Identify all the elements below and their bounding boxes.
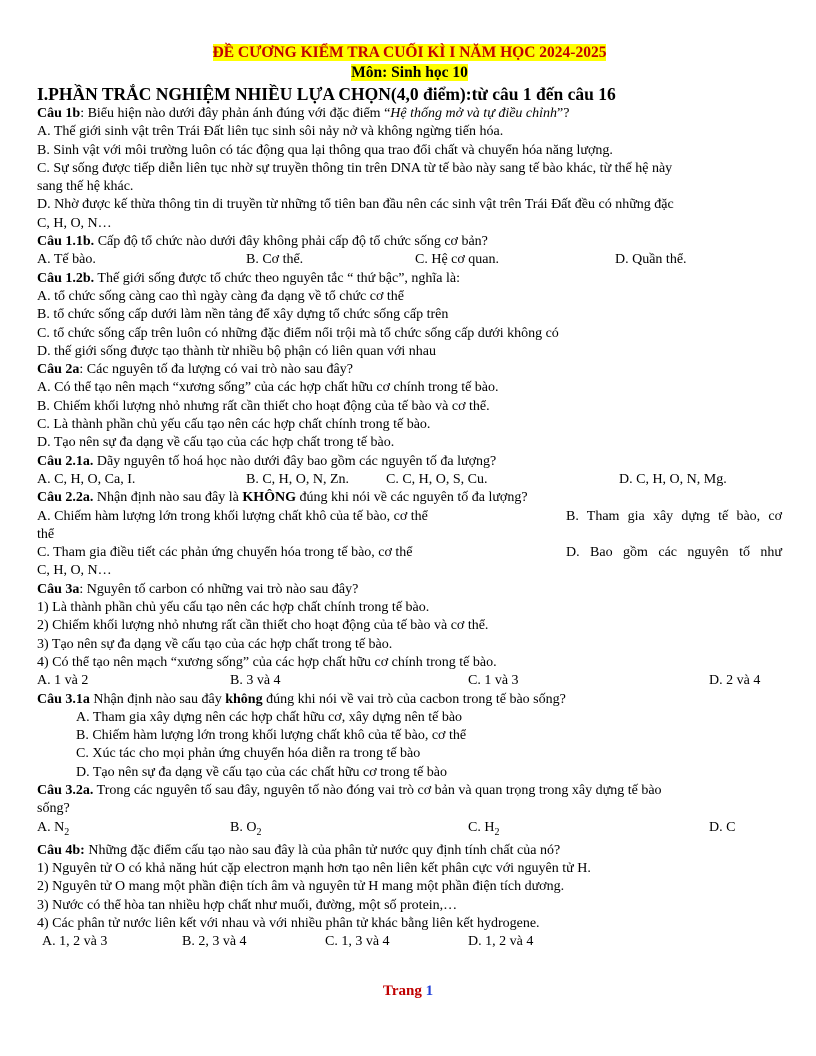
option-d: D. 2 và 4 bbox=[709, 673, 761, 689]
question-1b: Câu 1b: Biểu hiện nào dưới đây phản ánh đúng với đặc điểm “Hệ thống mở và tự điều chỉnh”? bbox=[37, 106, 570, 121]
option-b: B. $O_2$ bbox=[230, 819, 262, 838]
option-c: C. Tham gia điều tiết các phản ứng chuyển hóa trong tế bào, cơ thể bbox=[37, 545, 413, 561]
option-c: C. tổ chức sống cấp trên luôn có những đặc điểm nổi trội mà tổ chức sống cấp dưới không có bbox=[37, 325, 559, 341]
option-b: B. C, H, O, N, Zn. bbox=[246, 471, 350, 487]
statement-3: 3) Nước có thể hòa tan nhiều hợp chất như muối, đường, một số protein,… bbox=[37, 897, 458, 913]
statement-3: 3) Tạo nên sự đa dạng về cấu tạo của các hợp chất trong tế bào. bbox=[37, 636, 393, 652]
question-3a: Câu 3a: Nguyên tố carbon có những vai trò nào sau đây? bbox=[37, 581, 359, 597]
option-b: B. 3 và 4 bbox=[230, 673, 281, 689]
question-1-1b: Câu 1.1b. Cấp độ tổ chức nào dưới đây không phải cấp độ tổ chức sống cơ bản? bbox=[37, 234, 488, 250]
page-footer bbox=[0, 983, 816, 1000]
question-4b: Câu 4b: Những đặc điểm cấu tạo nào sau đây là của phân tử nước quy định tính chất của nó? bbox=[37, 842, 561, 858]
option-d: D. Bao gồm các nguyên tố như bbox=[566, 545, 782, 561]
subject-line: Môn: Sinh học 10 bbox=[351, 64, 468, 81]
options-row bbox=[37, 471, 782, 489]
option-b: B. tổ chức sống cấp dưới làm nền tảng để xây dựng tổ chức sống cấp trên bbox=[37, 307, 449, 323]
option-d: D. C bbox=[709, 819, 736, 835]
options-ab bbox=[37, 508, 782, 545]
option-c-cont: sang thế hệ khác. bbox=[37, 179, 134, 195]
statement-2: 2) Chiếm khối lượng nhỏ nhưng rất cần thiết cho hoạt động của tế bào và cơ thể. bbox=[37, 618, 489, 634]
option-b: B. Chiếm khối lượng nhỏ nhưng rất cần thiết cho hoạt động của tế bào và cơ thể. bbox=[37, 398, 490, 414]
options-row bbox=[37, 933, 782, 951]
statement-4: 4) Các phân tử nước liên kết với nhau và với nhiều phân tử khác bằng liên kết hydrogene. bbox=[37, 915, 540, 931]
options-cd bbox=[37, 544, 782, 581]
option-b: B. Tham gia xây dựng tế bào, cơ bbox=[566, 508, 782, 524]
option-d: D. C, H, O, N, Mg. bbox=[619, 471, 727, 487]
statement-4: 4) Có thể tạo nên mạch “xương sống” của các hợp chất hữu cơ chính trong tế bào. bbox=[37, 654, 497, 670]
option-b: B. Chiếm hàm lượng lớn trong khối lượng chất khô của tế bào, cơ thể bbox=[76, 728, 467, 744]
option-a: A. C, H, O, Ca, I. bbox=[37, 471, 136, 487]
option-a: A. tổ chức sống càng cao thì ngày càng đa dạng về tổ chức cơ thể bbox=[37, 288, 405, 304]
option-b: B. Cơ thể. bbox=[246, 252, 304, 268]
document-title: ĐỀ CƯƠNG KIỂM TRA CUỐI KÌ I NĂM HỌC 2024-2025 bbox=[212, 44, 607, 61]
option-b: B. 2, 3 và 4 bbox=[182, 934, 247, 950]
option-a: A. 1, 2 và 3 bbox=[42, 934, 108, 950]
option-c: C. Hệ cơ quan. bbox=[415, 252, 499, 268]
option-a: A. Tế bào. bbox=[37, 252, 96, 268]
option-a: A. 1 và 2 bbox=[37, 673, 89, 689]
statement-1: 1) Là thành phần chủ yếu cấu tạo nên các hợp chất chính trong tế bào. bbox=[37, 600, 430, 616]
question-3-2a-cont: sống? bbox=[37, 801, 70, 817]
option-d-cont: C, H, O, N… bbox=[37, 215, 112, 231]
option-c: C. 1 và 3 bbox=[468, 673, 519, 689]
option-d-cont: C, H, O, N… bbox=[37, 563, 112, 579]
question-2a: Câu 2a: Các nguyên tố đa lượng có vai trò nào sau đây? bbox=[37, 362, 353, 378]
question-2-2a: Câu 2.2a. Nhận định nào sau đây là KHÔNG đúng khi nói về các nguyên tố đa lượng? bbox=[37, 490, 528, 506]
page-label: Trang bbox=[382, 983, 422, 999]
page-number: 1 bbox=[425, 983, 434, 999]
option-b-cont: thể bbox=[37, 526, 55, 542]
option-d: D. 1, 2 và 4 bbox=[468, 934, 534, 950]
options-row bbox=[37, 251, 782, 269]
option-c: C. C, H, O, S, Cu. bbox=[386, 471, 488, 487]
section-heading: I.PHẦN TRẮC NGHIỆM NHIỀU LỰA CHỌN(4,0 điểm):từ câu 1 đến câu 16 bbox=[37, 84, 616, 104]
option-a: A. Chiếm hàm lượng lớn trong khối lượng chất khô của tế bào, cơ thể bbox=[37, 508, 428, 524]
option-b: B. Sinh vật với môi trường luôn có tác động qua lại thông qua trao đổi chất và chuyển hóa năng lượng. bbox=[37, 142, 613, 158]
document-page bbox=[37, 42, 782, 951]
option-a: A. $N_2$ bbox=[37, 819, 70, 838]
option-c: C. Là thành phần chủ yếu cấu tạo nên các hợp chất chính trong tế bào. bbox=[37, 417, 431, 433]
option-c: C. Xúc tác cho mọi phản ứng chuyển hóa diễn ra trong tế bào bbox=[76, 746, 421, 762]
statement-2: 2) Nguyên tử O mang một phần điện tích âm và nguyên tử H mang một phần điện tích dương. bbox=[37, 879, 565, 895]
question-2-1a: Câu 2.1a. Dãy nguyên tố hoá học nào dưới đây bao gồm các nguyên tố đa lượng? bbox=[37, 453, 497, 469]
option-c: C. Sự sống được tiếp diễn liên tục nhờ sự truyền thông tin trên DNA từ tế bào này sang tế bào khác, từ thế hệ này bbox=[37, 160, 673, 176]
option-a: A. Tham gia xây dựng nên các hợp chất hữu cơ, xây dựng nên tế bào bbox=[76, 709, 463, 725]
options-row bbox=[37, 672, 782, 690]
question-3-2a: Câu 3.2a. Trong các nguyên tố sau đây, nguyên tố nào đóng vai trò cơ bản và quan trọng trong xây dựng tế bào bbox=[37, 782, 662, 798]
option-d: D. Tạo nên sự đa dạng về cấu tạo của các chất hữu cơ trong tế bào bbox=[76, 764, 448, 780]
option-d: D. Nhờ được kế thừa thông tin di truyền từ những tổ tiên ban đầu nên các sinh vật trên Trái Đất đều có những đặc bbox=[37, 197, 674, 213]
option-d: D. Tạo nên sự đa dạng về cấu tạo của các hợp chất trong tế bào. bbox=[37, 435, 395, 451]
option-d: D. thế giới sống được tạo thành từ nhiều bộ phận có liên quan với nhau bbox=[37, 343, 436, 359]
option-d: D. Quần thể. bbox=[615, 252, 687, 268]
options-row bbox=[37, 819, 782, 842]
question-1-2b: Câu 1.2b. Thế giới sống được tổ chức theo nguyên tắc “ thứ bậc”, nghĩa là: bbox=[37, 270, 461, 286]
option-c: C. $H_2$ bbox=[468, 819, 500, 838]
statement-1: 1) Nguyên tử O có khả năng hút cặp electron mạnh hơn tạo nên liên kết phân cực với nguyên tử H. bbox=[37, 860, 591, 876]
option-a: A. Thế giới sinh vật trên Trái Đất liên tục sinh sôi nảy nở và không ngừng tiến hóa. bbox=[37, 124, 504, 140]
option-a: A. Có thể tạo nên mạch “xương sống” của các hợp chất hữu cơ chính trong tế bào. bbox=[37, 380, 499, 396]
option-c: C. 1, 3 và 4 bbox=[325, 934, 390, 950]
question-3-1a: Câu 3.1a Nhận định nào sau đây không đúng khi nói về vai trò của cacbon trong tế bào sống? bbox=[37, 691, 566, 707]
